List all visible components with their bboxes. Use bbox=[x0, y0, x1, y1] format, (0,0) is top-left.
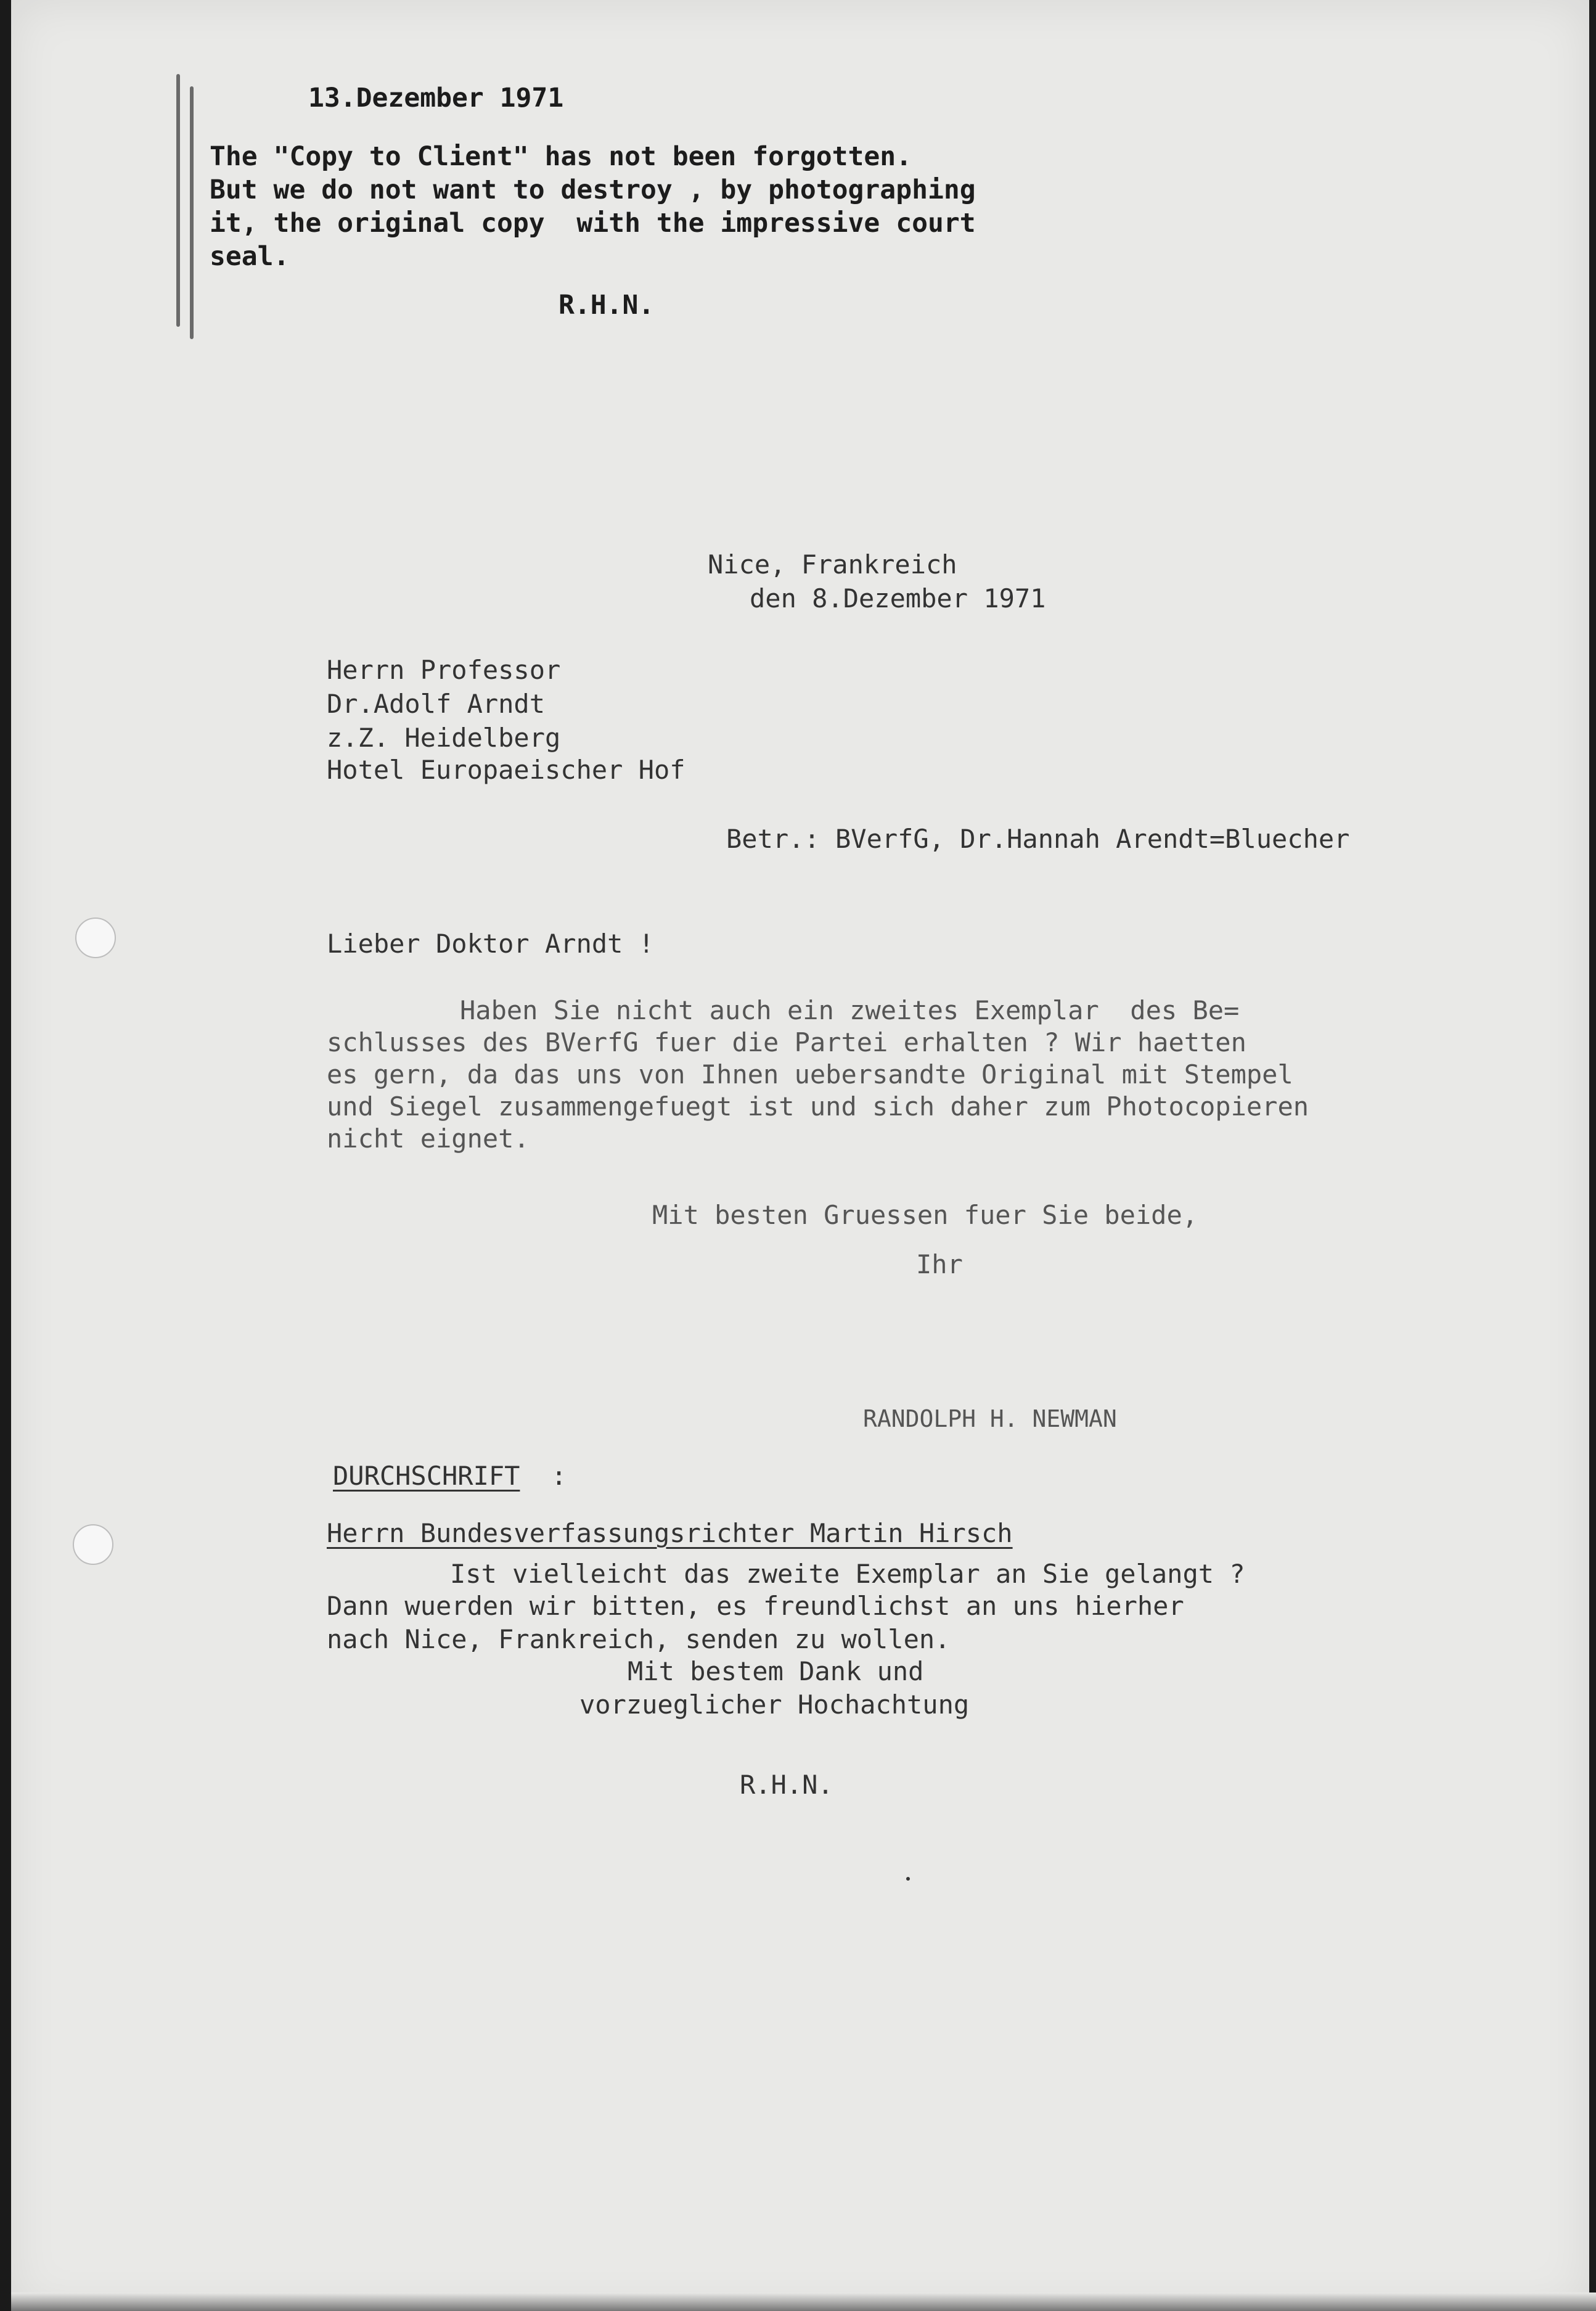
note-line: it, the original copy with the impressive court bbox=[210, 208, 976, 239]
salutation: Lieber Doktor Arndt ! bbox=[327, 929, 655, 959]
recipient-line: Hotel Europaeischer Hof bbox=[327, 755, 685, 785]
copy-initials: R.H.N. bbox=[740, 1770, 833, 1800]
copy-label bbox=[333, 1463, 567, 1489]
ink-dot bbox=[906, 1877, 910, 1881]
document-page bbox=[11, 0, 1589, 2311]
letter-date: den 8.Dezember 1971 bbox=[750, 583, 1046, 614]
note-initials: R.H.N. bbox=[559, 290, 655, 321]
copy-closing: vorzueglicher Hochachtung bbox=[579, 1689, 970, 1720]
copy-addressee: Herrn Bundesverfassungsrichter Martin Hirsch bbox=[327, 1518, 1013, 1548]
note-date: 13.Dezember 1971 bbox=[308, 83, 564, 113]
note-line: The "Copy to Client" has not been forgotten. bbox=[210, 141, 912, 172]
copy-line: Dann wuerden wir bitten, es freundlichst an uns hierher bbox=[327, 1591, 1184, 1621]
recipient-line: Dr.Adolf Arndt bbox=[327, 689, 546, 719]
margin-mark bbox=[190, 86, 194, 339]
copy-line: Ist vielleicht das zweite Exemplar an Sie gelangt ? bbox=[450, 1559, 1245, 1589]
note-line: seal. bbox=[210, 241, 290, 272]
body-line: und Siegel zusammengefuegt ist und sich daher zum Photocopieren bbox=[327, 1091, 1309, 1122]
closing-line: Ihr bbox=[916, 1249, 963, 1279]
recipient-line: Herrn Professor bbox=[327, 655, 561, 685]
copy-label-colon: : bbox=[551, 1461, 567, 1491]
note-line: But we do not want to destroy , by photographing bbox=[210, 174, 976, 205]
letter-place: Nice, Frankreich bbox=[708, 549, 957, 580]
recipient-line: z.Z. Heidelberg bbox=[327, 723, 561, 753]
punch-hole bbox=[75, 917, 116, 958]
margin-mark bbox=[176, 74, 180, 327]
copy-closing: Mit bestem Dank und bbox=[628, 1656, 924, 1686]
body-line: Haben Sie nicht auch ein zweites Exemplar des Be= bbox=[460, 995, 1240, 1025]
body-line: es gern, da das uns von Ihnen uebersandte Original mit Stempel bbox=[327, 1059, 1293, 1090]
copy-label-text: DURCHSCHRIFT bbox=[333, 1461, 520, 1491]
body-line: nicht eignet. bbox=[327, 1123, 530, 1154]
closing-line: Mit besten Gruessen fuer Sie beide, bbox=[652, 1200, 1198, 1230]
page-edge-shadow bbox=[11, 2293, 1596, 2311]
body-line: schlusses des BVerfG fuer die Partei erhalten ? Wir haetten bbox=[327, 1027, 1246, 1057]
subject-line: Betr.: BVerfG, Dr.Hannah Arendt=Bluecher bbox=[726, 824, 1350, 854]
signature-name: RANDOLPH H. NEWMAN bbox=[863, 1405, 1117, 1432]
punch-hole bbox=[73, 1524, 113, 1565]
copy-line: nach Nice, Frankreich, senden zu wollen. bbox=[327, 1624, 951, 1654]
